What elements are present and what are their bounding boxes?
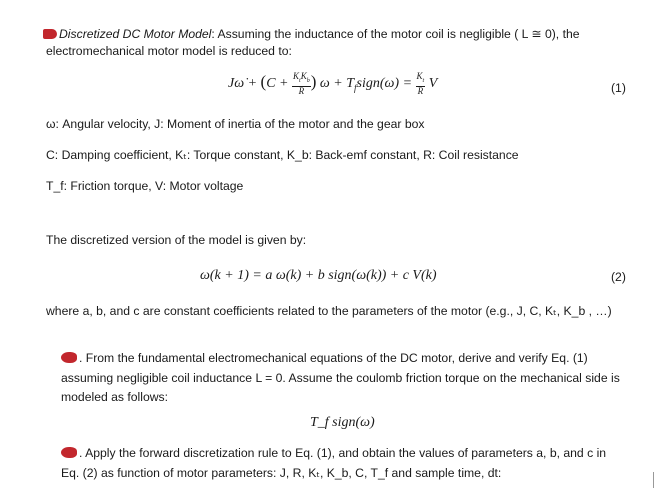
- definition-line-2: C: Damping coefficient, Kₜ: Torque constant, K_b: Back-emf constant, R: Coil resistance: [46, 148, 519, 162]
- intro-line-1: [43, 27, 580, 41]
- question-1-line-2: assuming negligible coil inductance L = 0. Assume the coulomb friction torque on the mechanical side is: [61, 371, 620, 385]
- question-2-line-2: Eq. (2) as function of motor parameters: J, R, Kₜ, K_b, C, T_f and sample time, dt:: [61, 466, 502, 480]
- text-cursor: [653, 472, 654, 488]
- definition-line-3: T_f: Friction torque, V: Motor voltage: [46, 179, 244, 193]
- red-number-marker-icon: [61, 447, 77, 458]
- friction-formula: T_f sign(ω): [310, 415, 375, 430]
- definition-line-1: ω: Angular velocity, J: Moment of inertia of the motor and the gear box: [46, 117, 425, 131]
- red-bookmark-icon: [43, 29, 57, 39]
- equation-1-number: (1): [611, 81, 626, 95]
- intro-line-2: electromechanical motor model is reduced to:: [46, 44, 292, 58]
- discretized-intro: The discretized version of the model is given by:: [46, 233, 307, 247]
- equation-2: ω(k + 1) = a ω(k) + b sign(ω(k)) + c V(k): [200, 268, 437, 283]
- question-2-line-1: . Apply the forward discretization rule to Eq. (1), and obtain the values of parameters a, b, and c in: [61, 446, 606, 460]
- equation-2-number: (2): [611, 270, 626, 284]
- where-line: where a, b, and c are constant coefficients related to the parameters of the motor (e.g., J, C, Kₜ, K_b , …): [46, 304, 612, 318]
- intro-line1-rest: : Assuming the inductance of the motor coil is negligible ( L ≅ 0), the: [211, 27, 580, 41]
- intro-title: Discretized DC Motor Model: [59, 27, 212, 41]
- red-number-marker-icon: [61, 352, 77, 363]
- question-1-line-1: . From the fundamental electromechanical equations of the DC motor, derive and verify Eq. (1): [61, 351, 588, 365]
- question-1-line-3: modeled as follows:: [61, 390, 169, 404]
- equation-1: Jω̇ + (C + $\frac{K_tK_b}{R}$ ) $\omega + T_fsign(\omega)$ = $\frac{K_t}{R}$ V: [228, 71, 438, 96]
